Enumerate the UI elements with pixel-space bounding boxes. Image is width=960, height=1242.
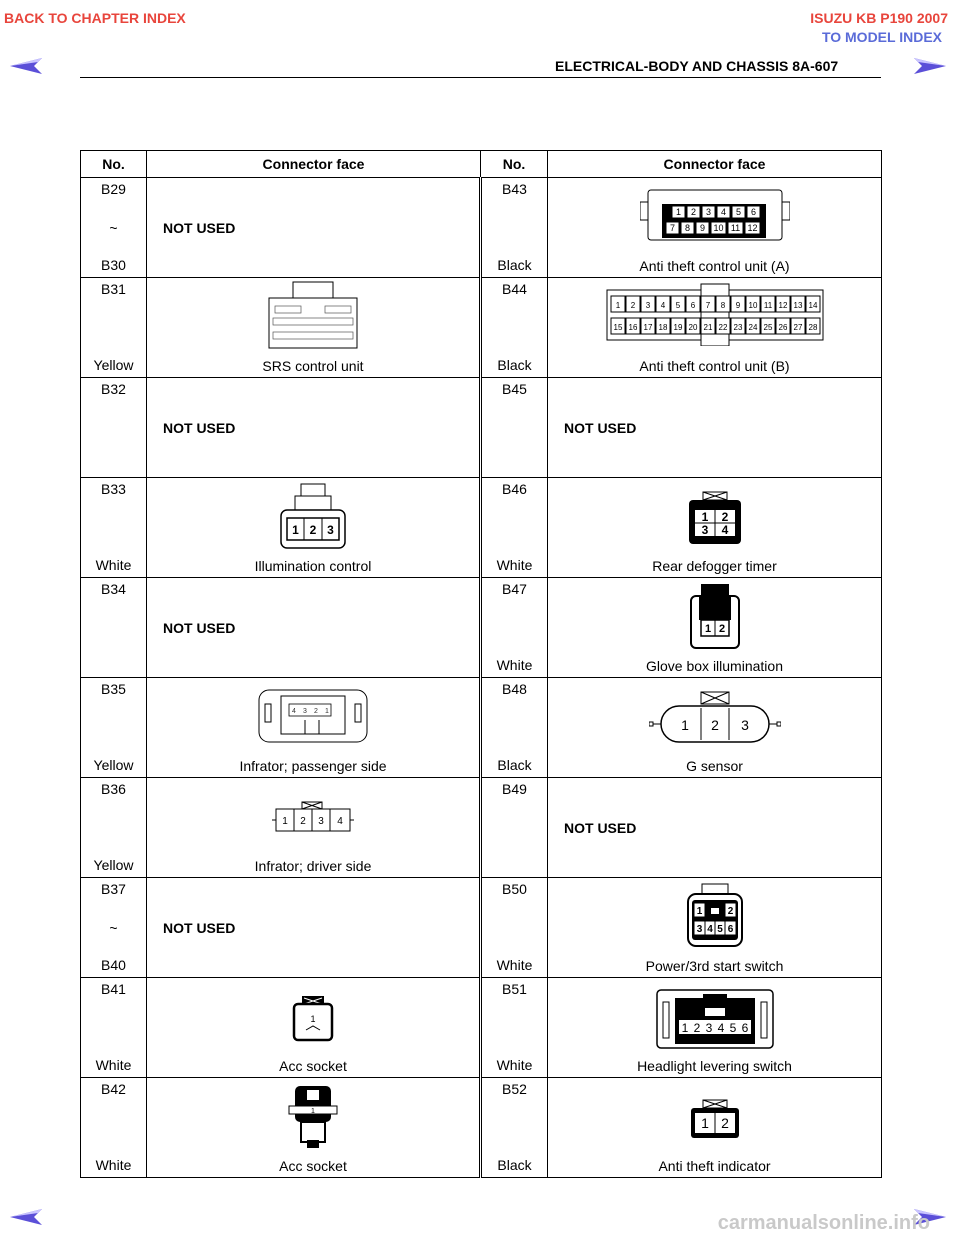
- svg-text:4: 4: [721, 523, 728, 537]
- svg-text:1: 1: [700, 1115, 709, 1131]
- pin-number: 3: [645, 301, 650, 310]
- pin-number: 27: [793, 323, 802, 332]
- svg-text:8: 8: [684, 223, 690, 233]
- svg-text:2: 2: [690, 207, 696, 217]
- connector-number: B43 Black: [497, 181, 532, 273]
- svg-text:7: 7: [669, 223, 675, 233]
- svg-text:1: 1: [704, 623, 711, 635]
- svg-text:2: 2: [314, 708, 318, 715]
- svg-text:3: 3: [705, 1021, 712, 1035]
- svg-text:2: 2: [721, 510, 728, 524]
- connector-number: B48 Black: [497, 681, 532, 773]
- svg-text:3: 3: [303, 708, 307, 715]
- col-header-face-right: Connector face: [548, 151, 882, 178]
- connector-label: Headlight levering switch: [637, 1058, 792, 1074]
- svg-text:2: 2: [720, 1115, 729, 1131]
- pin-number: 20: [688, 323, 697, 332]
- connector-b47-diagram: [685, 582, 745, 650]
- table-row: [81, 378, 882, 478]
- not-used-text: NOT USED: [163, 220, 236, 236]
- svg-text:2: 2: [693, 1021, 700, 1035]
- pin-number: 6: [690, 301, 695, 310]
- svg-text:3: 3: [318, 816, 324, 827]
- connector-label: Infrator; driver side: [254, 858, 372, 874]
- connector-label: Anti theft control unit (B): [639, 358, 790, 374]
- not-used-text: NOT USED: [564, 820, 637, 836]
- connector-number: B46 White: [496, 481, 533, 573]
- connector-b36-diagram: [272, 800, 354, 836]
- connector-b41-diagram: [290, 994, 336, 1044]
- svg-text:4: 4: [720, 207, 726, 217]
- svg-text:2: 2: [718, 623, 725, 635]
- pin-number: 28: [808, 323, 817, 332]
- connector-label: Anti theft control unit (A): [639, 258, 790, 274]
- pin-number: 21: [703, 323, 712, 332]
- connector-number: B37 ~ B40: [101, 881, 126, 973]
- col-header-no-left: No.: [81, 151, 147, 178]
- pin-number: 8: [720, 301, 725, 310]
- connector-label: Infrator; passenger side: [239, 758, 387, 774]
- svg-text:1: 1: [681, 1021, 688, 1035]
- svg-text:1: 1: [675, 207, 681, 217]
- back-to-chapter-link[interactable]: BACK TO CHAPTER INDEX: [4, 10, 186, 26]
- connector-number: B44 Black: [497, 281, 532, 373]
- connector-b43-diagram: [640, 184, 790, 242]
- previous-page-arrow-icon[interactable]: [8, 56, 44, 76]
- svg-text:5: 5: [729, 1021, 736, 1035]
- pin-number: 19: [673, 323, 682, 332]
- pin-number: 25: [763, 323, 772, 332]
- pin-number: 1: [615, 301, 620, 310]
- svg-text:1: 1: [325, 708, 329, 715]
- svg-text:1: 1: [310, 1014, 316, 1024]
- connector-b31-diagram: [267, 280, 359, 352]
- svg-text:3: 3: [327, 523, 334, 537]
- connector-label: Acc socket: [279, 1158, 347, 1174]
- pin-number: 15: [613, 323, 622, 332]
- connector-number: B31 Yellow: [93, 281, 134, 373]
- pin-number: 10: [748, 301, 757, 310]
- connector-b48-diagram: [649, 690, 781, 744]
- connector-table: [80, 150, 882, 1178]
- connector-label: Rear defogger timer: [652, 558, 777, 574]
- connector-label: Glove box illumination: [646, 658, 783, 674]
- header-rule: [80, 77, 881, 78]
- svg-text:5: 5: [716, 924, 723, 935]
- connector-number: B42 White: [95, 1081, 132, 1173]
- svg-text:3: 3: [740, 717, 749, 733]
- not-used-text: NOT USED: [163, 620, 236, 636]
- pin-number: 7: [705, 301, 710, 310]
- table-row: [81, 778, 882, 878]
- svg-text:2: 2: [309, 523, 317, 537]
- connector-label: Illumination control: [254, 558, 372, 574]
- connector-number: B49: [502, 781, 527, 797]
- svg-text:11: 11: [730, 223, 740, 233]
- not-used-text: NOT USED: [564, 420, 637, 436]
- connector-number: B51 White: [496, 981, 533, 1073]
- svg-text:1: 1: [680, 717, 689, 733]
- pin-number: 18: [658, 323, 667, 332]
- connector-number: B29 ~ B30: [101, 181, 126, 273]
- connector-b33-diagram: [277, 482, 349, 552]
- svg-text:6: 6: [727, 924, 733, 935]
- pin-number: 13: [793, 301, 802, 310]
- table-row: [81, 1078, 882, 1178]
- connector-label: SRS control unit: [262, 358, 364, 374]
- svg-text:4: 4: [337, 816, 343, 827]
- table-row: [81, 478, 882, 578]
- connector-b46-diagram: [685, 490, 745, 548]
- connector-label: Power/3rd start switch: [645, 958, 784, 974]
- connector-b42-diagram: [287, 1084, 339, 1150]
- svg-text:4: 4: [706, 924, 713, 935]
- svg-text:6: 6: [750, 207, 756, 217]
- connector-b51-diagram: [655, 986, 775, 1052]
- connector-label: Acc socket: [279, 1058, 347, 1074]
- to-model-index-link[interactable]: TO MODEL INDEX: [821, 29, 942, 45]
- connector-b35-diagram: [257, 686, 369, 746]
- connector-number: B41 White: [95, 981, 132, 1073]
- table-row: [81, 678, 882, 778]
- svg-text:3: 3: [696, 924, 702, 935]
- pin-number: 23: [733, 323, 742, 332]
- pin-number: 24: [748, 323, 757, 332]
- svg-text:2: 2: [727, 906, 733, 917]
- svg-text:10: 10: [712, 223, 724, 233]
- pin-number: 4: [660, 301, 665, 310]
- connector-number: B34: [101, 581, 126, 597]
- connector-b52-diagram: [687, 1098, 743, 1142]
- svg-text:1: 1: [282, 816, 288, 827]
- connector-number: B47 White: [496, 581, 533, 673]
- svg-text:4: 4: [717, 1021, 724, 1035]
- pin-number: 17: [643, 323, 652, 332]
- svg-text:2: 2: [710, 717, 719, 733]
- connector-number: B33 White: [95, 481, 132, 573]
- pin-number: 11: [763, 301, 772, 310]
- svg-text:12: 12: [746, 223, 758, 233]
- footer-site-watermark: carmanualsonline.info: [717, 1212, 930, 1234]
- svg-text:2: 2: [300, 816, 306, 827]
- svg-text:6: 6: [741, 1021, 748, 1035]
- pin-number: 16: [628, 323, 637, 332]
- svg-text:5: 5: [735, 207, 741, 217]
- table-row: [81, 278, 882, 378]
- svg-text:1: 1: [311, 1108, 315, 1115]
- pin-number: 22: [718, 323, 727, 332]
- not-used-text: NOT USED: [163, 420, 236, 436]
- connector-number: B45: [502, 381, 527, 397]
- next-page-arrow-icon[interactable]: [912, 56, 948, 76]
- svg-text:9: 9: [699, 223, 705, 233]
- model-title-link[interactable]: ISUZU KB P190 2007: [810, 10, 948, 26]
- connector-b50-diagram: [684, 882, 746, 950]
- previous-page-arrow-bottom-icon[interactable]: [8, 1207, 44, 1227]
- pin-number: 5: [675, 301, 680, 310]
- pin-number: 26: [778, 323, 787, 332]
- connector-b44-diagram: [605, 282, 825, 346]
- pin-number: 2: [630, 301, 635, 310]
- connector-label: G sensor: [686, 758, 743, 774]
- svg-text:1: 1: [696, 906, 702, 917]
- connector-number: B35 Yellow: [93, 681, 134, 773]
- table-row: [81, 878, 882, 978]
- connector-number: B32: [101, 381, 126, 397]
- col-header-face-left: Connector face: [147, 151, 481, 178]
- svg-text:1: 1: [701, 510, 708, 524]
- connector-number: B36 Yellow: [93, 781, 134, 873]
- page-header-title: ELECTRICAL-BODY AND CHASSIS 8A-607: [555, 58, 839, 74]
- svg-text:4: 4: [292, 708, 296, 715]
- svg-text:1: 1: [292, 523, 299, 537]
- pin-number: 14: [808, 301, 817, 310]
- connector-label: Anti theft indicator: [658, 1158, 771, 1174]
- connector-number: B50 White: [496, 881, 533, 973]
- pin-number: 9: [735, 301, 740, 310]
- table-row: [81, 978, 882, 1078]
- col-header-no-right: No.: [481, 151, 548, 178]
- connector-number: B52 Black: [497, 1081, 532, 1173]
- svg-text:3: 3: [705, 207, 711, 217]
- not-used-text: NOT USED: [163, 920, 236, 936]
- svg-text:3: 3: [701, 523, 708, 537]
- table-row: [81, 178, 882, 278]
- table-row: [81, 578, 882, 678]
- pin-number: 12: [778, 301, 787, 310]
